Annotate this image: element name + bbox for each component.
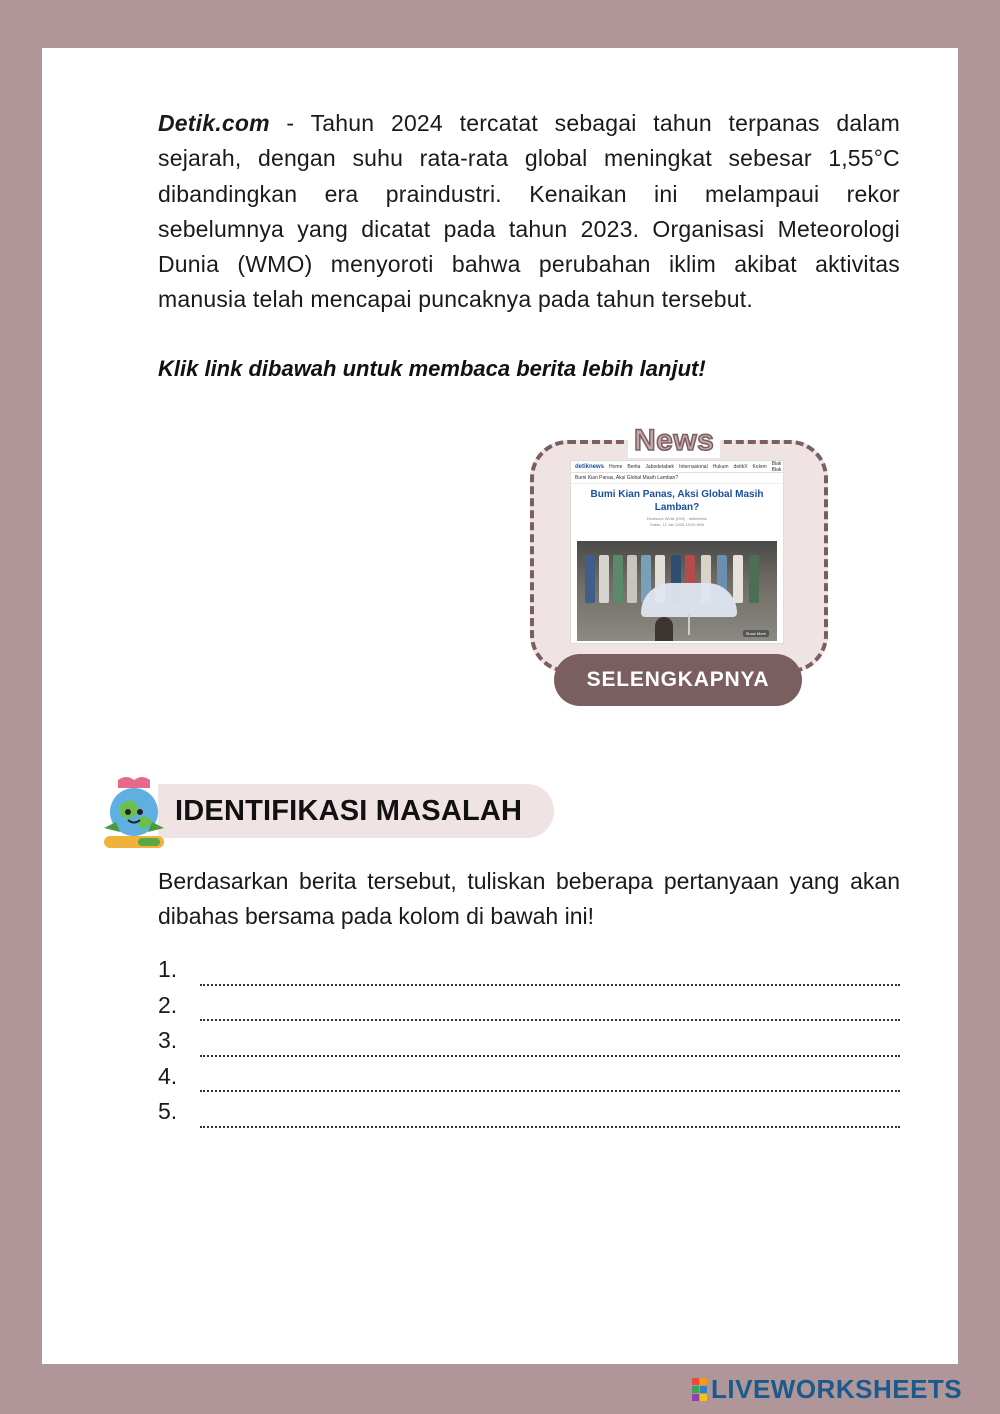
news-date: Sabtu, 11 Jan 2025 19:00 WIB xyxy=(649,522,705,527)
article-source: Detik.com xyxy=(158,110,270,136)
news-site-logo: detiknews xyxy=(575,463,605,470)
news-photo xyxy=(577,541,777,641)
news-see-more: Show More xyxy=(743,630,769,637)
section-header xyxy=(158,784,554,838)
worksheet-page xyxy=(42,48,958,1364)
news-headline: Bumi Kian Panas, Aksi Global Masih Lamban? xyxy=(590,489,764,513)
nav-item: Internasional xyxy=(679,463,708,470)
answer-input[interactable] xyxy=(200,1031,900,1057)
photo-detail xyxy=(641,583,737,617)
article-paragraph xyxy=(158,106,900,318)
answer-input[interactable] xyxy=(200,1066,900,1092)
photo-detail xyxy=(655,617,673,641)
news-nav-bar xyxy=(571,461,783,473)
photo-detail xyxy=(585,555,595,603)
photo-detail xyxy=(749,555,759,603)
answer-input[interactable] xyxy=(200,995,900,1021)
save-the-earth-logo-icon xyxy=(98,772,170,852)
news-breadcrumb: Bumi Kian Panas, Aksi Global Masih Lamban? xyxy=(571,473,783,484)
photo-detail xyxy=(627,555,637,603)
liveworksheets-brand xyxy=(692,1374,962,1404)
photo-detail xyxy=(733,555,743,603)
answer-number: 4. xyxy=(158,1062,178,1089)
news-byline: Deutsche Welle (DW) - detikNews xyxy=(646,516,708,521)
article-body: - Tahun 2024 tercatat sebagai tahun terpanas dalam sejarah, dengan suhu rata-rata global meningkat sebesar 1,55°C dibandingkan era praindustri. Kenaikan ini melampaui rekor sebelumnya yang dicatat pada tahun 2023. Organisasi Meteorologi Dunia (WMO) menyoroti bahwa perubahan iklim akibat aktivitas manusia telah mencapai puncaknya pada tahun tersebut. xyxy=(158,110,900,313)
answer-row xyxy=(158,1027,900,1063)
answer-row xyxy=(158,956,900,992)
liveworksheets-wordmark: LIVEWORKSHEETS xyxy=(711,1373,963,1404)
news-screenshot[interactable] xyxy=(570,460,784,644)
section-title: IDENTIFIKASI MASALAH xyxy=(175,794,523,827)
photo-detail xyxy=(599,555,609,603)
nav-item: Jabodetabek xyxy=(645,463,675,470)
answer-row xyxy=(158,992,900,1028)
news-label: News xyxy=(628,424,720,458)
answer-number: 2. xyxy=(158,991,178,1018)
answer-row xyxy=(158,1098,900,1134)
answer-input[interactable] xyxy=(200,1102,900,1128)
answer-number: 3. xyxy=(158,1027,178,1054)
nav-item: Blak Blak xyxy=(771,460,782,473)
answer-number: 5. xyxy=(158,1098,178,1125)
read-more-instruction: Klik link dibawah untuk membaca berita lebih lanjut! xyxy=(158,356,706,381)
liveworksheets-logo-icon xyxy=(692,1378,707,1401)
nav-item: Hukum xyxy=(712,463,729,470)
answer-input[interactable] xyxy=(200,960,900,986)
instruction-text: Berdasarkan berita tersebut, tuliskan beberapa pertanyaan yang akan dibahas bersama pada kolom di bawah ini! xyxy=(158,868,900,929)
nav-item: detikX xyxy=(733,463,748,470)
answer-row xyxy=(158,1063,900,1099)
answer-number: 1. xyxy=(158,956,178,982)
photo-detail xyxy=(613,555,623,603)
nav-item: Home xyxy=(609,463,623,470)
answer-list xyxy=(158,956,900,1134)
nav-item: Berita xyxy=(627,463,641,470)
photo-detail xyxy=(688,615,690,635)
nav-item: Kolom xyxy=(752,463,767,470)
selengkapnya-button[interactable]: SELENGKAPNYA xyxy=(554,654,802,706)
